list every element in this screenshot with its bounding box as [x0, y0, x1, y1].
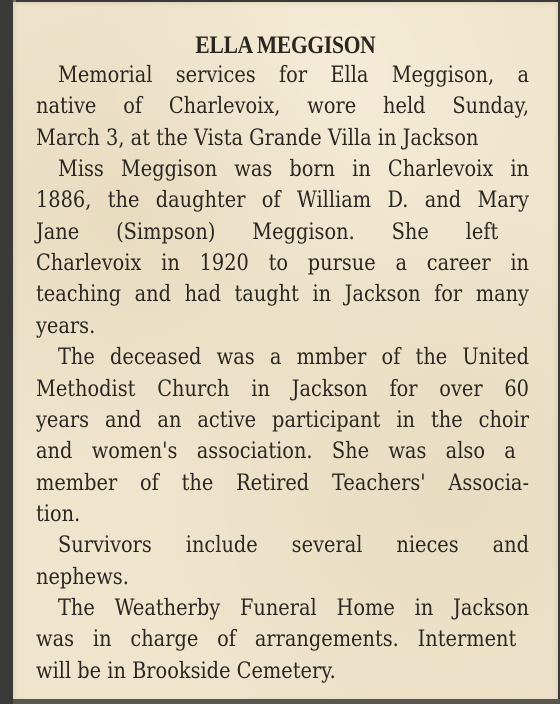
- body-line: Jane (Simpson) Meggison. She left: [36, 218, 499, 245]
- body-line: teaching and had taught in Jackson for many: [36, 281, 529, 308]
- body-line: was in charge of arrangements. Interment: [36, 626, 517, 653]
- body-line: March 3, at the Vista Grande Villa in Jackson: [36, 124, 479, 151]
- body-line: Miss Meggison was born in Charlevoix in: [58, 156, 529, 183]
- body-line: and women's association. She was also a: [36, 438, 516, 465]
- body-line: 1886, the daughter of William D. and Mary: [36, 187, 529, 214]
- obituary-headline: ELLA MEGGISON: [195, 32, 376, 59]
- body-line: The deceased was a mmber of the United: [58, 344, 529, 371]
- body-line: years and an active participant in the choir: [36, 406, 530, 433]
- body-line: Survivors include several nieces and: [58, 532, 529, 559]
- body-line: Memorial services for Ella Meggison, a: [58, 62, 529, 88]
- body-line: native of Charlevoix, wore held Sunday,: [36, 93, 530, 120]
- body-line: tion.: [36, 500, 81, 527]
- body-line: Charlevoix in 1920 to pursue a career in: [36, 250, 529, 277]
- body-line: member of the Retired Teachers' Associa-: [36, 469, 530, 496]
- newspaper-clipping: [13, 2, 558, 702]
- body-line: years.: [36, 312, 96, 339]
- body-line: nephews.: [36, 563, 129, 590]
- body-line: will be in Brookside Cemetery.: [36, 657, 336, 684]
- body-line: The Weatherby Funeral Home in Jackson: [58, 594, 529, 621]
- clipping-bottom-edge: [13, 699, 560, 704]
- body-line: Methodist Church in Jackson for over 60: [36, 375, 530, 402]
